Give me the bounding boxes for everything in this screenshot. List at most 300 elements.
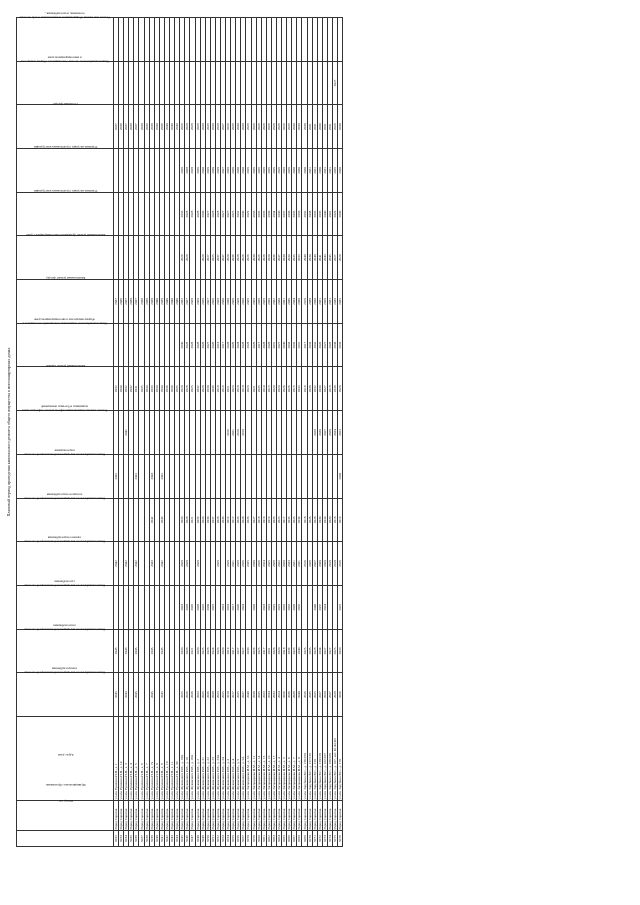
year-cell: 2024 — [322, 498, 327, 542]
year-cell: 2017 — [256, 323, 261, 367]
column-header — [17, 188, 114, 236]
year-cell: 2029 — [256, 105, 261, 149]
municipality-cell: Город Саратов — [124, 801, 129, 831]
year-cell: 2029 — [287, 149, 292, 193]
year-cell: 2019 — [266, 498, 271, 542]
municipality-cell: Город Саратов — [195, 801, 200, 831]
year-cell: 2034 — [297, 498, 302, 542]
year-cell: 2028 — [266, 323, 271, 367]
year-cell: 2039 — [144, 105, 149, 149]
year-cell: 2020 — [282, 542, 287, 586]
year-cell: 2023 — [266, 585, 271, 629]
address-cell: ул.им. Загороднева И.М., д. 14 — [256, 717, 261, 801]
year-cell: 2018 — [215, 367, 220, 411]
year-cell: 2028 — [190, 280, 195, 324]
year-cell: 2028 — [241, 498, 246, 542]
year-cell: 2040 — [322, 192, 327, 236]
row-number: 8268 — [297, 831, 302, 847]
year-cell: 2030 — [200, 105, 205, 149]
year-cell: 2029 — [246, 149, 251, 193]
row-number: 8273 — [322, 831, 327, 847]
year-cell: 2030 — [317, 105, 322, 149]
row-number: 8248 — [195, 831, 200, 847]
year-cell: 2021 — [231, 542, 236, 586]
year-cell: 2030 — [302, 105, 307, 149]
year-cell: 2040 — [246, 673, 251, 717]
year-cell: 2032 — [271, 280, 276, 324]
year-cell: 2025 — [220, 673, 225, 717]
municipality-cell: Город Саратов — [338, 801, 343, 831]
year-cell: 2031 — [297, 323, 302, 367]
year-cell: 2027 — [322, 323, 327, 367]
address-cell: ул.им. Загороднева И.М., д. 10 — [246, 717, 251, 801]
year-cell: 2045 — [134, 673, 139, 717]
year-cell: 2037 — [215, 236, 220, 280]
year-cell: 2033 — [287, 498, 292, 542]
year-cell: 2026 — [236, 585, 241, 629]
year-cell: 2028 — [241, 280, 246, 324]
column-header-label: Капитальный ремонт фасада — [45, 276, 86, 281]
row-number: 8242 — [164, 831, 169, 847]
year-cell: 2016 — [261, 498, 266, 542]
year-cell: 2028 — [215, 105, 220, 149]
year-cell: 2043 — [159, 498, 164, 542]
year-cell: 2028 — [338, 236, 343, 280]
year-cell: 2038 — [333, 367, 338, 411]
address-cell: ул.им. Жуковского Н.Е., д. 24 — [220, 717, 225, 801]
year-cell: 2041 — [317, 236, 322, 280]
year-cell: 2037 — [114, 280, 119, 324]
year-cell: 2017 — [231, 498, 236, 542]
year-cell: 2038 — [149, 105, 154, 149]
year-cell: 2030 — [317, 411, 322, 455]
year-cell: 2036 — [220, 498, 225, 542]
year-cell: 2027 — [333, 236, 338, 280]
address-cell: ул.им. Зарубина В.С., д. 158 — [312, 717, 317, 801]
year-cell: 2025 — [302, 629, 307, 673]
year-cell: 2030 — [312, 280, 317, 324]
year-cell: 2045 — [327, 236, 332, 280]
year-cell: 2036 — [287, 192, 292, 236]
year-cell: 2035 — [307, 673, 312, 717]
year-cell: 2023 — [277, 498, 282, 542]
year-cell: 2023 — [180, 585, 185, 629]
year-cell: 2026 — [271, 629, 276, 673]
address-cell: ул.им. Жуковского Н.Е., д. 21 — [200, 717, 205, 801]
year-cell: 2037 — [134, 105, 139, 149]
municipality-cell: Город Саратов — [251, 801, 256, 831]
year-cell: 2026 — [190, 585, 195, 629]
row-number: 8269 — [302, 831, 307, 847]
year-cell: 2020 — [200, 498, 205, 542]
year-cell: 2026 — [190, 673, 195, 717]
year-cell: 2029 — [261, 105, 266, 149]
year-cell: 2027 — [322, 629, 327, 673]
year-cell: 2030 — [317, 498, 322, 542]
year-cell: 2026 — [241, 542, 246, 586]
year-cell: 2034 — [317, 629, 322, 673]
year-cell: 2027 — [205, 323, 210, 367]
row-number: 8249 — [200, 831, 205, 847]
year-cell: 2019 — [226, 498, 231, 542]
year-cell: 2029 — [256, 280, 261, 324]
address-cell: ул.им. Ерохина Н.Н., д. 9 — [159, 717, 164, 801]
municipality-cell: Город Саратов — [333, 801, 338, 831]
year-cell: 2029 — [231, 280, 236, 324]
year-cell: 2029 — [261, 236, 266, 280]
year-cell: 2029 — [251, 149, 256, 193]
year-cell: 2041 — [159, 454, 164, 498]
year-cell: 2020 — [266, 236, 271, 280]
year-cell: 2034 — [144, 367, 149, 411]
year-cell: 2039 — [159, 280, 164, 324]
row-number: 8270 — [307, 831, 312, 847]
year-cell: 2045 — [114, 673, 119, 717]
year-cell: 2023 — [292, 629, 297, 673]
row-number: 8252 — [215, 831, 220, 847]
year-cell: 2023 — [231, 367, 236, 411]
year-cell: 2028 — [185, 367, 190, 411]
year-cell: 2025 — [266, 542, 271, 586]
year-cell: 2040 — [297, 673, 302, 717]
year-cell: 2045 — [159, 673, 164, 717]
address-cell: ул.им. Жуковского Н.Е., д. 19А — [190, 717, 195, 801]
year-cell: 2027 — [185, 280, 190, 324]
year-cell: 2026 — [185, 673, 190, 717]
year-cell: 2029 — [271, 498, 276, 542]
year-cell: 2033 — [338, 323, 343, 367]
year-cell: 2025 — [180, 673, 185, 717]
year-cell: 2030 — [180, 323, 185, 367]
year-cell: 2036 — [164, 367, 169, 411]
year-cell: 2030 — [205, 585, 210, 629]
municipality-cell: Город Саратов — [215, 801, 220, 831]
year-cell: 2038 — [307, 192, 312, 236]
row-number: 8251 — [210, 831, 215, 847]
year-cell: 2027 — [312, 542, 317, 586]
year-cell: 2040 — [170, 280, 175, 324]
year-cell: 2043 — [322, 236, 327, 280]
year-cell: 2041 — [114, 454, 119, 498]
municipality-cell: Город Саратов — [139, 801, 144, 831]
municipality-cell: Город Саратов — [190, 801, 195, 831]
year-cell: 2035 — [292, 192, 297, 236]
year-cell: 2029 — [180, 236, 185, 280]
year-cell: 2030 — [302, 149, 307, 193]
year-cell: 2043 — [124, 629, 129, 673]
year-cell: 2026 — [205, 629, 210, 673]
year-cell: 2025 — [200, 673, 205, 717]
year-cell: 2039 — [159, 105, 164, 149]
year-cell: 2032 — [124, 367, 129, 411]
row-number: 8245 — [180, 831, 185, 847]
year-cell: 2032 — [312, 367, 317, 411]
column-header — [17, 232, 114, 280]
address-cell: ул.им. Ерохина Н.Н., д. 7 — [144, 717, 149, 801]
year-cell: 2026 — [292, 585, 297, 629]
year-cell: 2035 — [246, 542, 251, 586]
row-number: 8244 — [175, 831, 180, 847]
year-cell: 2029 — [256, 236, 261, 280]
year-cell: 2033 — [297, 192, 302, 236]
year-cell: 2016 — [338, 498, 343, 542]
year-cell: 2030 — [292, 149, 297, 193]
year-cell: 2017 — [231, 629, 236, 673]
year-cell: 2043 — [149, 454, 154, 498]
year-cell: 2027 — [236, 629, 241, 673]
year-cell: 2023 — [215, 629, 220, 673]
year-cell: 2030 — [338, 192, 343, 236]
year-cell: 2032 — [287, 585, 292, 629]
year-cell: 2028 — [333, 673, 338, 717]
year-cell: 2033 — [307, 323, 312, 367]
municipality-cell: Город Саратов — [175, 801, 180, 831]
address-cell: ул.им. Загороднева И.М., д. 8 — [297, 717, 302, 801]
year-cell: 2030 — [338, 454, 343, 498]
year-cell: 2032 — [312, 323, 317, 367]
year-cell: 2027 — [205, 280, 210, 324]
year-cell: 2026 — [282, 367, 287, 411]
year-cell: 2028 — [185, 323, 190, 367]
year-cell: 2036 — [210, 367, 215, 411]
row-number: 8271 — [312, 831, 317, 847]
year-cell: 2034 — [271, 192, 276, 236]
table-header-row — [17, 18, 114, 847]
year-cell: 2038 — [139, 280, 144, 324]
address-cell: ул.им. Жуковского Н.Е., д. 5 — [236, 717, 241, 801]
year-cell: 2034 — [154, 367, 159, 411]
year-cell: 2037 — [277, 236, 282, 280]
year-cell: 2028 — [338, 367, 343, 411]
municipality-cell: Город Саратов — [246, 801, 251, 831]
row-number: 8237 — [139, 831, 144, 847]
year-cell: 2026 — [185, 629, 190, 673]
row-number: 8274 — [327, 831, 332, 847]
year-cell: 2030 — [282, 236, 287, 280]
year-cell: 2019 — [302, 367, 307, 411]
year-cell: 2026 — [338, 673, 343, 717]
repair-schedule-table — [16, 12, 343, 847]
municipality-cell: Город Саратов — [292, 801, 297, 831]
address-cell: ул.им. Ерохина Н.Н., д. 3 — [124, 717, 129, 801]
year-cell: 2027 — [333, 61, 338, 105]
column-header — [17, 318, 114, 367]
year-cell: 2027 — [277, 323, 282, 367]
year-cell: 2029 — [231, 323, 236, 367]
column-header — [17, 145, 114, 193]
address-cell: ул.им. Жуковского Н.Е., д. 19 — [185, 717, 190, 801]
year-cell: 2021 — [231, 411, 236, 455]
year-cell: 2042 — [124, 542, 129, 586]
address-cell: ул.им. Зарубина В.С., д. 162/167 — [322, 717, 327, 801]
year-cell: 2025 — [200, 629, 205, 673]
year-cell: 2017 — [282, 498, 287, 542]
year-cell — [338, 61, 343, 105]
year-cell: 2035 — [256, 367, 261, 411]
year-cell: 2031 — [327, 149, 332, 193]
year-cell: 2027 — [327, 673, 332, 717]
year-cell: 2035 — [312, 192, 317, 236]
address-cell: ул.им. Жуковского Н.Е., д. 22 — [205, 717, 210, 801]
year-cell: 2028 — [322, 280, 327, 324]
municipality-cell: Город Саратов — [180, 801, 185, 831]
year-cell: 2024 — [277, 673, 282, 717]
year-cell: 2027 — [220, 105, 225, 149]
year-cell: 2028 — [215, 280, 220, 324]
year-cell: 2033 — [149, 367, 154, 411]
column-header-label: Капитальный ремонт внутридомовой инженерной системы газоснабжения — [24, 580, 106, 588]
year-cell: 2021 — [292, 542, 297, 586]
year-cell: 2043 — [124, 673, 129, 717]
year-cell: 2027 — [220, 149, 225, 193]
column-header — [17, 783, 114, 831]
year-cell: 2029 — [231, 105, 236, 149]
year-cell: 2031 — [322, 149, 327, 193]
year-cell: 2023 — [215, 673, 220, 717]
year-cell: 2035 — [261, 192, 266, 236]
year-cell: 2028 — [210, 673, 215, 717]
column-header-label: Ремонт или замена оборудования и коммунальных сетей, системы отопления, теплоснабжения... — [20, 12, 110, 20]
year-cell: 2029 — [246, 192, 251, 236]
year-cell: 2030 — [205, 498, 210, 542]
column-header-label: Капитальный ремонт фундамента многоквартирного дома — [25, 232, 106, 237]
year-cell: 2026 — [241, 236, 246, 280]
year-cell: 2028 — [327, 411, 332, 455]
address-cell: ул.им. Загороднева И.М., д. 16 — [266, 717, 271, 801]
year-cell: 2028 — [185, 149, 190, 193]
year-cell: 2020 — [195, 629, 200, 673]
year-cell: 2030 — [317, 367, 322, 411]
year-cell: 2017 — [231, 585, 236, 629]
year-cell: 2043 — [149, 542, 154, 586]
row-number: 8233 — [119, 831, 124, 847]
year-cell: 2025 — [333, 629, 338, 673]
year-cell: 2025 — [312, 673, 317, 717]
year-cell: 2028 — [185, 192, 190, 236]
year-cell: 2040 — [312, 236, 317, 280]
address-cell: ул.им. Жуковского Н.Е., д. 5А — [241, 717, 246, 801]
year-cell: 2028 — [190, 149, 195, 193]
year-cell: 2018 — [282, 629, 287, 673]
address-cell: ул.им. Зарубина В.С., д. 156/160 — [302, 717, 307, 801]
year-cell: 2015 — [292, 367, 297, 411]
year-cell: 2032 — [180, 280, 185, 324]
year-cell: 2030 — [246, 629, 251, 673]
year-cell: 2027 — [322, 367, 327, 411]
row-number: 8234 — [124, 831, 129, 847]
year-cell: 2019 — [226, 629, 231, 673]
year-cell: 2032 — [302, 192, 307, 236]
address-cell: ул.им. Ерохина Н.Н., д. 14 — [119, 717, 124, 801]
year-cell: 2029 — [205, 105, 210, 149]
year-cell: 2030 — [297, 105, 302, 149]
column-header-label: Капитальный ремонт внутридомовой инженерной системы электроснабжения — [24, 667, 106, 676]
municipality-cell: Город Саратов — [226, 801, 231, 831]
year-cell: 2028 — [185, 105, 190, 149]
address-cell: ул.им. Ерохина Н.Н., д. 7а — [149, 717, 154, 801]
year-cell: 2035 — [256, 192, 261, 236]
year-cell: 2037 — [134, 280, 139, 324]
municipality-cell: Город Саратов — [129, 801, 134, 831]
municipality-cell: Город Саратов — [236, 801, 241, 831]
year-cell: 2027 — [241, 673, 246, 717]
year-cell: 2027 — [241, 629, 246, 673]
year-cell: 2029 — [226, 149, 231, 193]
year-cell: 2028 — [241, 323, 246, 367]
year-cell: 2034 — [287, 236, 292, 280]
municipality-cell: Город Саратов — [144, 801, 149, 831]
year-cell: 2028 — [185, 236, 190, 280]
year-cell: 2030 — [297, 149, 302, 193]
year-cell: 2027 — [205, 192, 210, 236]
year-cell: 2029 — [277, 149, 282, 193]
year-cell: 2026 — [302, 673, 307, 717]
column-header-label: Капитальный ремонт подвальных помещений, относящихся к общему имуществу в многоквартирном доме — [23, 318, 108, 326]
year-cell: 2030 — [236, 105, 241, 149]
year-cell: 2018 — [333, 542, 338, 586]
row-number: 8266 — [287, 831, 292, 847]
year-cell: 2030 — [317, 542, 322, 586]
year-cell: 2021 — [226, 367, 231, 411]
column-header-label: Адрес дома — [57, 753, 74, 758]
row-number: 8250 — [205, 831, 210, 847]
row-number: 8236 — [134, 831, 139, 847]
address-cell: ул.им. Ерохина Н.Н., д. 4 — [129, 717, 134, 801]
year-cell: 2028 — [215, 192, 220, 236]
year-cell: 2041 — [124, 411, 129, 455]
year-cell: 2028 — [215, 498, 220, 542]
year-cell: 2040 — [170, 105, 175, 149]
address-cell: ул.им. Ерохина Н.Н., д. 10 — [164, 717, 169, 801]
year-cell: 2035 — [307, 629, 312, 673]
year-cell: 2025 — [256, 629, 261, 673]
year-cell: 2033 — [297, 236, 302, 280]
year-cell: 2029 — [266, 149, 271, 193]
year-cell: 2017 — [261, 629, 266, 673]
year-cell: 2026 — [210, 323, 215, 367]
municipality-cell: Город Саратов — [277, 801, 282, 831]
year-cell: 2039 — [144, 280, 149, 324]
year-cell: 2032 — [114, 367, 119, 411]
municipality-cell: Город Саратов — [256, 801, 261, 831]
year-cell: 2027 — [205, 236, 210, 280]
year-cell: 2035 — [256, 673, 261, 717]
column-header-label: Муниципальное образование — [45, 783, 86, 788]
year-cell: 2027 — [322, 411, 327, 455]
year-cell: 2026 — [282, 673, 287, 717]
address-cell: ул.им. Ерохина Н.Н., д. 6 — [139, 717, 144, 801]
municipality-cell: Город Саратов — [220, 801, 225, 831]
year-cell: 2024 — [261, 542, 266, 586]
year-cell: 2024 — [241, 585, 246, 629]
year-cell: 2039 — [119, 280, 124, 324]
year-cell: 2016 — [338, 542, 343, 586]
row-number: 8272 — [317, 831, 322, 847]
year-cell: 2029 — [226, 105, 231, 149]
year-cell: 2034 — [159, 367, 164, 411]
year-cell: 2015 — [266, 367, 271, 411]
year-cell: 2033 — [180, 192, 185, 236]
year-cell: 2031 — [266, 629, 271, 673]
municipality-cell: Город Саратов — [266, 801, 271, 831]
row-number: 8235 — [129, 831, 134, 847]
municipality-cell: Город Саратов — [287, 801, 292, 831]
row-number: 8259 — [251, 831, 256, 847]
municipality-cell: Город Саратов — [317, 801, 322, 831]
year-cell: 2025 — [236, 673, 241, 717]
address-cell: ул.им. Ерохина Н.Н., д. 11 — [170, 717, 175, 801]
year-cell: 2032 — [236, 192, 241, 236]
